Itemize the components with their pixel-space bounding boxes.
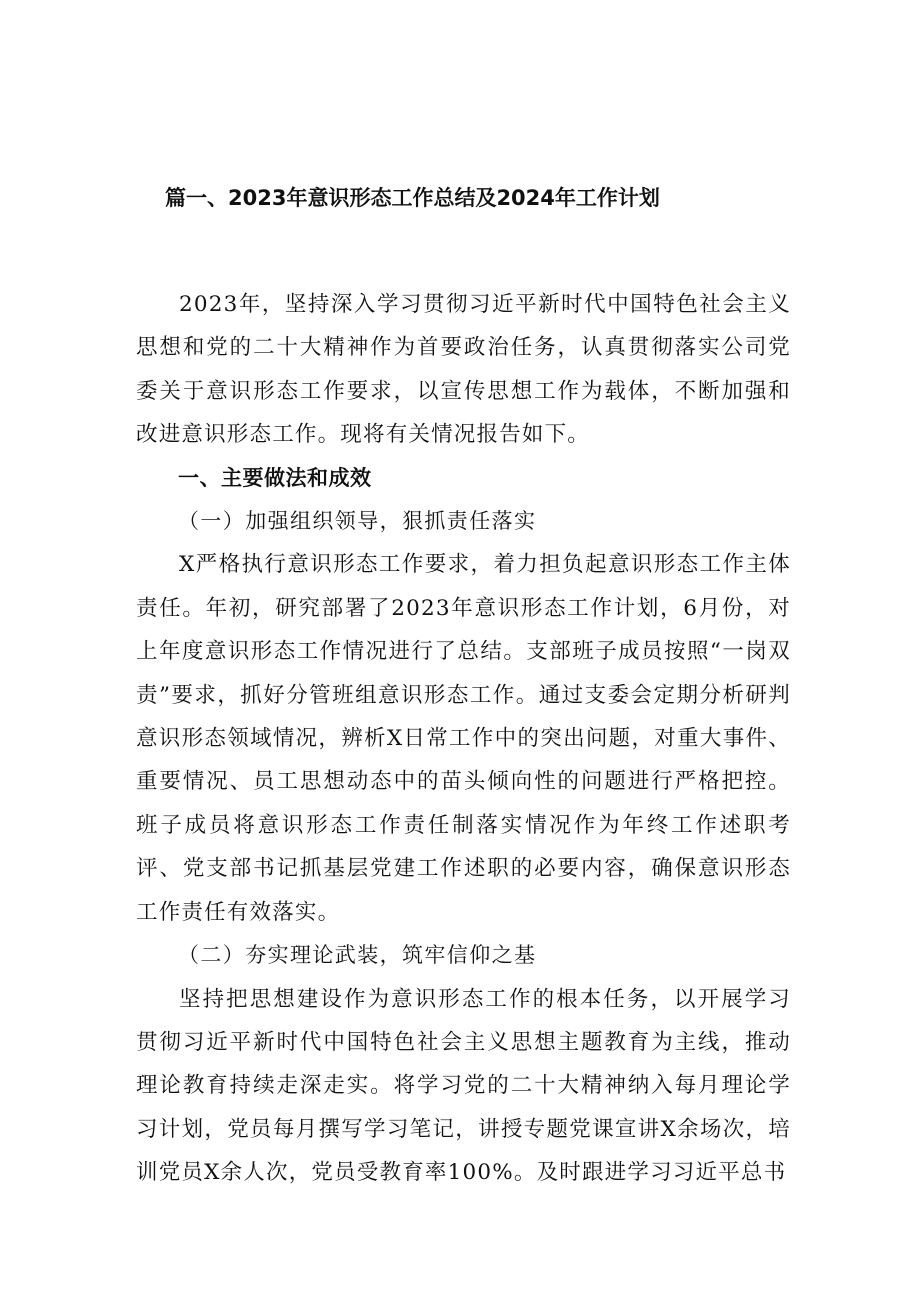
subsection-heading-organization: （一）加强组织领导，狠抓责任落实 <box>178 509 537 534</box>
document-body <box>136 283 791 1195</box>
theory-paragraph: 坚持把思想建设作为意识形态工作的根本任务，以开展学习贯彻习近平新时代中国特色社会主义思想主题教育为主线，推动理论教育持续走深走实。将学习党的二十大精神纳入每月理论学习计划，党员每月撰写学习笔记，讲授专题党课宣讲X余场次，培训党员X余人次，党员受教育率100%。及时跟进学习习近平总书 <box>136 986 791 1186</box>
organization-paragraph: X严格执行意识形态工作要求，着力担负起意识形态工作主体责任。年初，研究部署了2023年意识形态工作计划，6月份，对上年度意识形态工作情况进行了总结。支部班子成员按照“一岗双责”要求，抓好分管班组意识形态工作。通过支委会定期分析研判意识形态领域情况，辨析X日常工作中的突出问题，对重大事件、重要情况、员工思想动态中的苗头倾向性的问题进行严格把控。班子成员将意识形态工作责任制落实情况作为年终工作述职考评、党支部书记抓基层党建工作述职的必要内容，确保意识形态工作责任有效落实。 <box>136 552 791 925</box>
intro-paragraph: 2023年，坚持深入学习贯彻习近平新时代中国特色社会主义思想和党的二十大精神作为首要政治任务，认真贯彻落实公司党委关于意识形态工作要求，以宣传思想工作为载体，不断加强和改进意识形态工作。现将有关情况报告如下。 <box>136 292 791 448</box>
section-heading-main-practices: 一、主要做法和成效 <box>178 465 372 490</box>
subsection-heading-theory: （二）夯实理论武装，筑牢信仰之基 <box>178 943 537 968</box>
document-title: 篇一、2023年意识形态工作总结及2024年工作计划 <box>165 186 660 210</box>
